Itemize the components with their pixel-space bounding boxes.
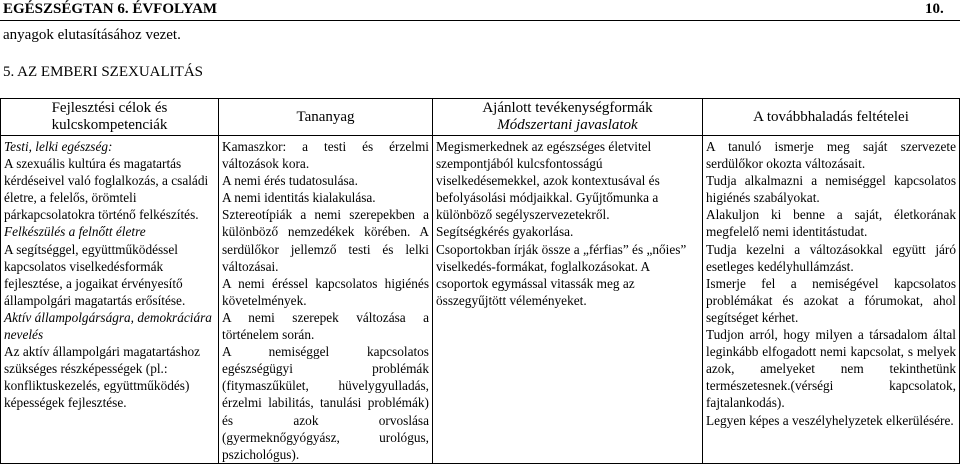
content-item: Sztereotípiák a nemi szerepekben a különböző nemzedékek körében. A serdülőkor jellemző testi és lelki változásai.: [222, 207, 429, 274]
content-item: A nemi éréssel kapcsolatos higiénés követelmények.: [222, 275, 429, 308]
continuation-text: anyagok elutasításához vezet.: [3, 27, 181, 43]
document-title: EGÉSZSÉGTAN 6. ÉVFOLYAM: [3, 1, 218, 17]
activities-cell: [433, 136, 703, 464]
content-item: A nemiséggel kapcsolatos egészségügyi problémák (fitymaszűkület, hüvelygyulladás, érzelmi labilitás, tanulási problémák) és azok orvoslása (gyermeknőgyógyász, urológus, pszichológus).: [222, 344, 429, 462]
running-header: [0, 0, 960, 20]
activity-item: Segítségkérés gyakorlása.: [436, 224, 574, 240]
header-rule: [0, 20, 960, 21]
content-item: Kamaszkor: a testi és érzelmi változások kora.: [222, 139, 429, 172]
header-goals: Fejlesztési célok és kulcskompetenciák: [1, 99, 219, 136]
page-number: 10.: [925, 1, 944, 17]
content-item: A nemi érés tudatosulása.: [222, 173, 358, 189]
requirement-item: Tudja alkalmazni a nemiséggel kapcsolatos higiénés szabályokat.: [706, 173, 956, 206]
content-item: A nemi szerepek változása a történelem során.: [222, 309, 429, 343]
content-cell: [219, 136, 433, 464]
requirement-item: Alakuljon ki benne a saját, életkorának megfelelő nemi identitástudat.: [706, 207, 956, 240]
requirements-cell: [703, 136, 960, 464]
requirement-item: Ismerje fel a nemiségével kapcsolatos problémákat és azokat a fórumokat, ahol segítséget kérhet.: [706, 275, 956, 325]
header-activities-line2: Módszertani javaslatok: [497, 117, 638, 133]
goals-cell: [1, 136, 219, 464]
table-row: [1, 136, 960, 464]
requirement-item: A tanuló ismerje meg saját szervezete serdülőkor okozta változásait.: [706, 139, 956, 172]
activity-item: Csoportokban írják össze a „férfias” és „nőies” viselkedés-formákat, foglalkozásokat. A csoportok egymással vitassák meg az összegyűjtött véleményeket.: [436, 241, 687, 308]
activity-item: Megismerkednek az egészséges életvitel szempontjából kulcsfontosságú viselkedésemekkel, azok kontextusával és befolyásolási módjaikkal. Gyűjtőmunka a különböző segélyszervezetekről.: [436, 139, 660, 223]
goal-text: Az aktív állampolgári magatartáshoz szükséges részképességek (pl.: konfliktuskezelés, együttműködés) képességek fejlesztése.: [4, 344, 201, 411]
header-requirements: A továbbhaladás feltételei: [703, 99, 960, 136]
requirement-item: Tudjon arról, hogy milyen a társadalom által leginkább elfogadott nemi kapcsolat, s melyek azok, amelyeket nem tekinthetünk természetesnek.(vérségi kapcsolatok, fajtalankodás).: [706, 327, 956, 411]
table-header-row: [1, 99, 960, 136]
content-item: A nemi identitás kialakulása.: [222, 190, 376, 206]
header-content: Tananyag: [219, 99, 433, 136]
goal-heading: Aktív állampolgárságra, demokráciára nevelés: [4, 309, 212, 343]
goal-heading: Testi, lelki egészség:: [4, 139, 113, 154]
header-activities: [433, 99, 703, 136]
goal-heading: Felkészülés a felnőtt életre: [4, 224, 146, 240]
curriculum-table: [0, 98, 960, 464]
requirement-item: Legyen képes a veszélyhelyzetek elkerülésére.: [706, 412, 954, 428]
goal-text: A szexuális kultúra és magatartás kérdéseivel való foglalkozás, a családi életre, a felelős, örömteli párkapcsolatokra történő felkészítés.: [4, 156, 209, 223]
header-activities-line1: Ajánlott tevékenységformák: [482, 100, 653, 116]
requirement-item: Tudja kezelni a változásokkal együtt járó esetleges kedélyhullámzást.: [706, 241, 956, 274]
goal-text: A segítséggel, együttműködéssel kapcsolatos viselkedésformák fejlesztése, a jogaikat érvényesítő állampolgári magatartás erősítése.: [4, 241, 186, 308]
section-title: 5. AZ EMBERI SZEXUALITÁS: [3, 64, 203, 80]
